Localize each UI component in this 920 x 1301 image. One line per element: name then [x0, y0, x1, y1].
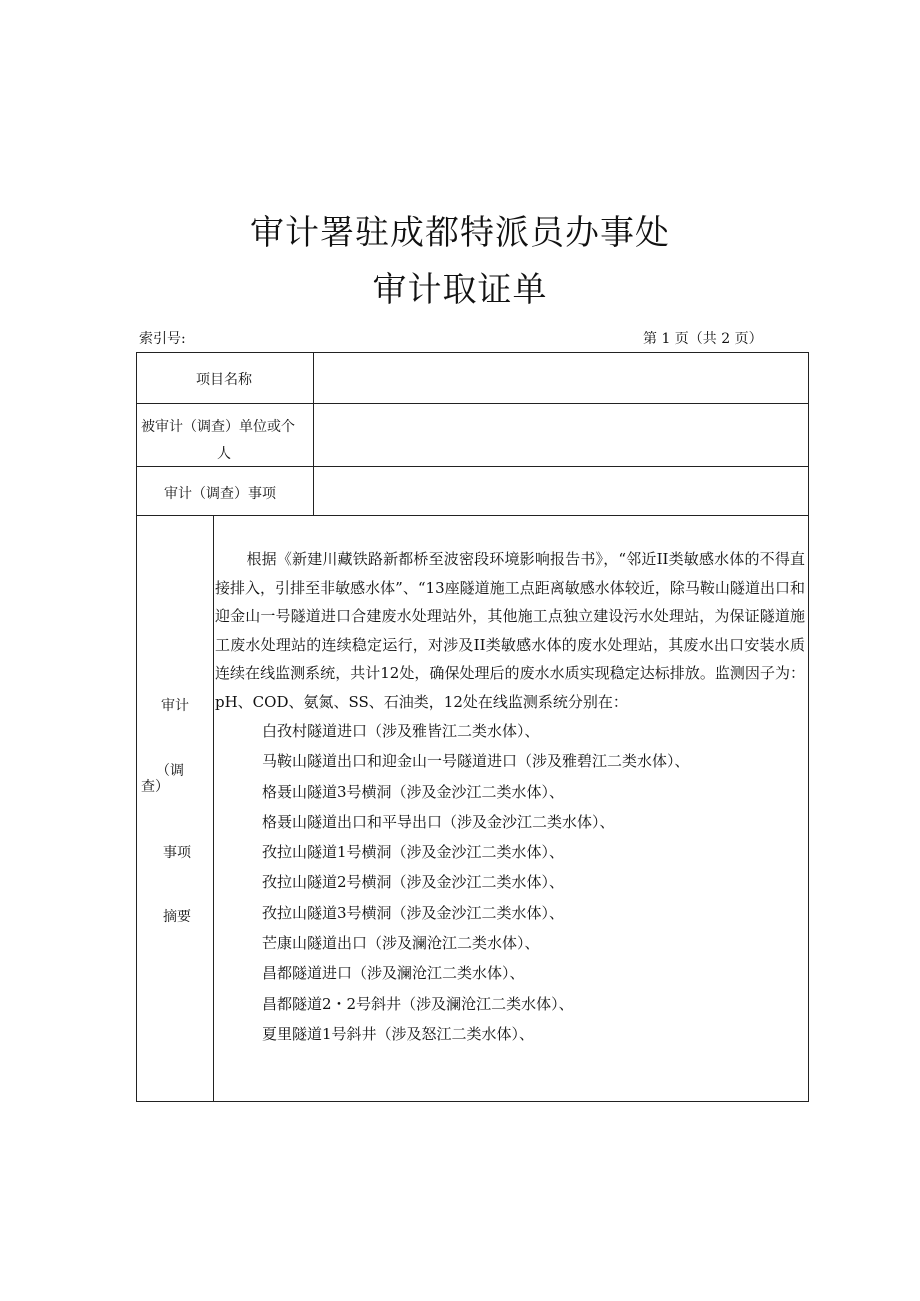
- monitoring-location-item: 马鞍山隧道出口和迎金山一号隧道进口（涉及雅碧江二类水体）、: [262, 752, 690, 771]
- document-subtitle: 审计取证单: [372, 270, 548, 310]
- summary-label-part: 事项: [163, 845, 191, 861]
- row-divider: [137, 403, 808, 404]
- audit-summary-content: [215, 545, 805, 1049]
- monitoring-location-item: 昌都隧道2・2号斜井（涉及澜沧江二类水体）、: [262, 994, 574, 1013]
- summary-label-part: 审计: [161, 698, 189, 714]
- auditee-label-line1: 被审计（调查）单位或个: [141, 419, 295, 435]
- summary-label-part: （调: [156, 763, 184, 779]
- auditee-label-line2: 人: [217, 446, 231, 462]
- summary-label-part: 摘要: [163, 909, 191, 925]
- monitoring-location-item: 孜拉山隧道1号横洞（涉及金沙江二类水体）、: [262, 843, 565, 862]
- monitoring-location-item: 芒康山隧道出口（涉及澜沧江二类水体）、: [262, 934, 540, 953]
- audit-matter-label: 审计（调查）事项: [164, 486, 276, 502]
- monitoring-location-item: 夏里隧道1号斜井（涉及怒江二类水体）、: [262, 1024, 535, 1043]
- monitoring-location-item: 白孜村隧道进口（涉及雅皆江二类水体）、: [262, 722, 540, 740]
- index-number-label: 索引号:: [139, 331, 186, 347]
- column-divider: [213, 515, 214, 1102]
- monitoring-location-item: 昌都隧道进口（涉及澜沧江二类水体）、: [262, 964, 525, 983]
- project-name-label: 项目名称: [196, 372, 252, 388]
- summary-paragraph: 根据《新建川藏铁路新都桥至波密段环境影响报告书》，“邻近II类敏感水体的不得直接排入，引排至非敏感水体”、“13座隧道施工点距离敏感水体较近，除马鞍山隧道出口和迎金山一号隧道进口合建废水处理站外，其他施工点独立建设污水处理站，为保证隧道施工废水处理站的连续稳定运行，对涉及II类敏感水体的废水处理站，其废水出口安装水质连续在线监测系统，共计12处，确保处理后的废水水质实现稳定达标排放。监测因子为：pH、COD、氨氮、SS、石油类，12处在线监测系统分别在：: [215, 550, 805, 711]
- row-divider: [137, 515, 808, 516]
- monitoring-location-list: [215, 716, 805, 1049]
- monitoring-location-item: 格聂山隧道出口和平导出口（涉及金沙江二类水体）、: [262, 812, 615, 831]
- monitoring-location-item: 孜拉山隧道2号横洞（涉及金沙江二类水体）、: [262, 873, 565, 892]
- row-divider: [137, 466, 808, 467]
- document-title: 审计署驻成都特派员办事处: [250, 213, 670, 253]
- summary-label-part: 查）: [141, 779, 169, 795]
- page-info: 第 1 页（共 2 页）: [643, 331, 763, 347]
- monitoring-location-item: 格聂山隧道3号横洞（涉及金沙江二类水体）、: [262, 782, 565, 801]
- monitoring-location-item: 孜拉山隧道3号横洞（涉及金沙江二类水体）、: [262, 903, 565, 922]
- column-divider: [313, 353, 314, 515]
